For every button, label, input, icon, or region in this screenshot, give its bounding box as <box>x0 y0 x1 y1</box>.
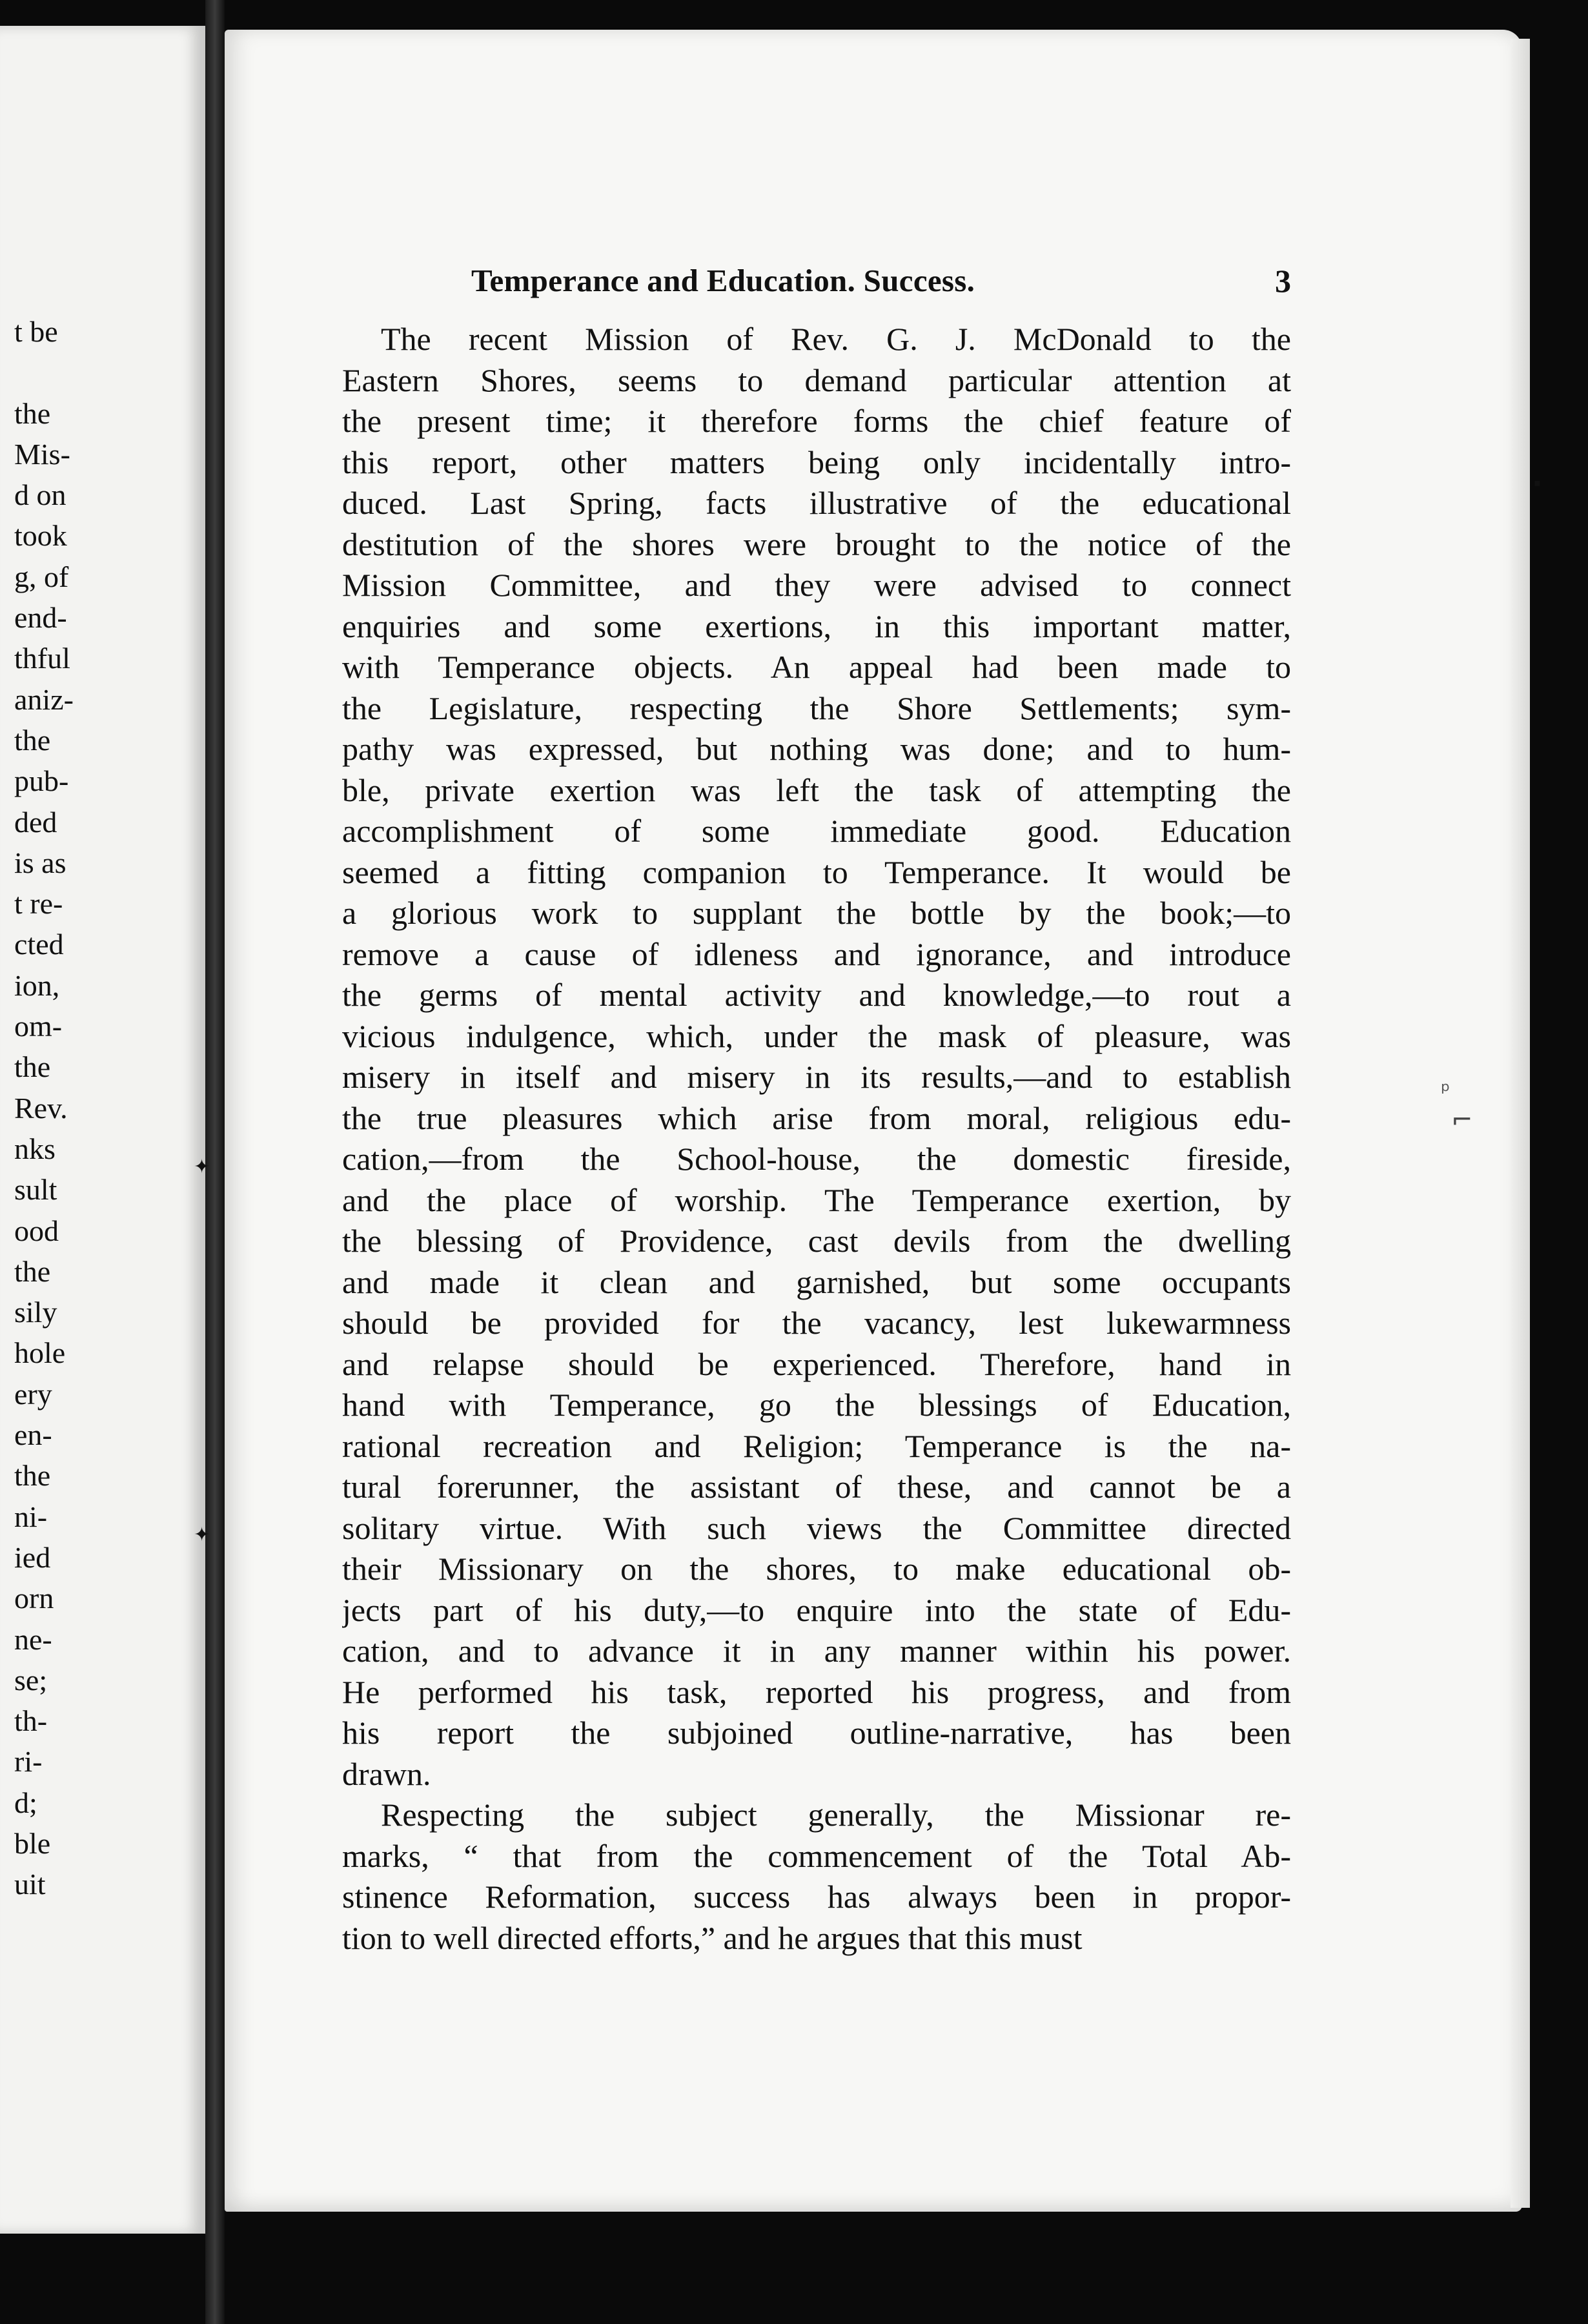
ink-speck-mark: ✦ <box>194 1156 210 1178</box>
left-page-fragment-line: Rev. <box>14 1091 68 1125</box>
left-page-fragment-line: orn <box>14 1582 54 1615</box>
running-head <box>471 255 1291 307</box>
text-line: hand with Temperance, go the blessings of Education, <box>342 1387 1291 1423</box>
text-line: his report the subjoined outline-narrative, has been <box>342 1715 1291 1751</box>
text-line: rational recreation and Religion; Temperance is the na- <box>342 1427 1291 1464</box>
left-page-fragment-line: t be <box>14 315 58 348</box>
ink-speck-mark: ⌐ <box>1451 1105 1473 1135</box>
left-page-fragment-line: ri- <box>14 1745 43 1779</box>
text-line: seemed a fitting companion to Temperance. It would be <box>342 853 1291 890</box>
text-line: tural forerunner, the assistant of these, and cannot be a <box>342 1469 1291 1505</box>
left-page-fragment-line: ion, <box>14 968 60 1002</box>
left-page-fragment-line: cted <box>14 928 64 961</box>
text-line: the germs of mental activity and knowledge,—to rout a <box>342 977 1291 1013</box>
left-page-fragment-line <box>12 352 205 392</box>
left-page <box>0 26 208 2234</box>
text-line: Mission Committee, and they were advised to connect <box>342 567 1291 603</box>
body-text <box>342 319 1291 1959</box>
text-line: and made it clean and garnished, but some occupants <box>342 1263 1291 1300</box>
left-page-fragment-line: the <box>14 396 51 430</box>
left-page-fragment-line: the <box>14 1254 51 1288</box>
running-head-title: Temperance and Education. Success. <box>471 263 975 298</box>
ink-speck-mark: ▪ <box>1534 476 1541 489</box>
text-line: the blessing of Providence, cast devils from the dwelling <box>342 1223 1291 1259</box>
left-page-fragment-line: nks <box>14 1132 56 1165</box>
text-line: should be provided for the vacancy, lest lukewarmness <box>342 1305 1291 1341</box>
left-page-fragment-line: se; <box>14 1663 48 1697</box>
left-page-fragment-line: ded <box>14 805 57 839</box>
text-line: He performed his task, reported his progress, and from <box>342 1673 1291 1710</box>
page-edge <box>1511 39 1530 2208</box>
text-line: pathy was expressed, but nothing was done; and to hum- <box>342 731 1291 767</box>
text-line: tion to well directed efforts,” and he argues that this must <box>342 1919 1083 1956</box>
left-page-fragment-line: the <box>14 1050 51 1084</box>
left-page-fragment-line: aniz- <box>14 682 74 716</box>
text-line: enquiries and some exertions, in this important matter, <box>342 607 1291 644</box>
left-page-fragment-line: pub- <box>14 764 69 798</box>
left-page-fragment-line: en- <box>14 1418 52 1452</box>
left-page-fragment-line: ble <box>14 1826 51 1860</box>
left-page-fragment-line: th- <box>14 1704 48 1738</box>
text-line: solitary virtue. With such views the Committee directed <box>342 1509 1291 1546</box>
left-page-fragment-line: ni- <box>14 1500 48 1533</box>
text-line: duced. Last Spring, facts illustrative of the educational <box>342 485 1291 521</box>
left-page-text-fragments <box>12 311 205 1905</box>
text-line: The recent Mission of Rev. G. J. McDonald to the <box>381 321 1291 357</box>
text-line: the Legislature, respecting the Shore Settlements; sym- <box>342 689 1291 726</box>
left-page-fragment-line: is as <box>14 846 66 879</box>
left-page-fragment-line: t re- <box>14 887 63 921</box>
text-line: cation,—from the School-house, the domestic fireside, <box>342 1141 1291 1177</box>
ink-speck-mark: ᵖ <box>1441 1078 1451 1104</box>
text-line: marks, “ that from the commencement of the Total Ab- <box>342 1837 1291 1874</box>
left-page-fragment-line: sult <box>14 1173 57 1207</box>
page-number: 3 <box>1275 263 1291 299</box>
text-line: destitution of the shores were brought to the notice of the <box>342 525 1291 562</box>
left-page-fragment-line: took <box>14 519 67 553</box>
text-line: stinence Reformation, success has always been in propor- <box>342 1879 1291 1915</box>
text-line: cation, and to advance it in any manner within his power. <box>342 1633 1291 1669</box>
text-line: the true pleasures which arise from moral, religious edu- <box>342 1099 1291 1136</box>
left-page-fragment-line: d; <box>14 1786 37 1819</box>
left-page-fragment-line: Mis- <box>14 437 70 471</box>
left-page-fragment-line: uit <box>14 1868 46 1901</box>
text-line: the present time; it therefore forms the chief feature of <box>342 403 1291 439</box>
left-page-fragment-line: ne- <box>14 1622 52 1656</box>
text-line: drawn. <box>342 1755 431 1792</box>
text-line: their Missionary on the shores, to make educational ob- <box>342 1551 1291 1587</box>
left-page-fragment-line: the <box>14 1459 51 1493</box>
ink-speck-mark: ✦ <box>194 1524 210 1546</box>
text-line: with Temperance objects. An appeal had been made to <box>342 649 1291 685</box>
text-line: accomplishment of some immediate good. Education <box>342 813 1291 849</box>
text-line: ble, private exertion was left the task of attempting the <box>342 771 1291 808</box>
left-page-fragment-line: ery <box>14 1377 52 1411</box>
text-line: and relapse should be experienced. Therefore, hand in <box>342 1345 1291 1382</box>
text-line: jects part of his duty,—to enquire into the state of Edu- <box>342 1591 1291 1628</box>
left-page-fragment-line: d on <box>14 478 66 512</box>
text-line: vicious indulgence, which, under the mask of pleasure, was <box>342 1017 1291 1054</box>
left-page-fragment-line: sily <box>14 1296 57 1329</box>
text-line: a glorious work to supplant the bottle by the book;—to <box>342 895 1291 931</box>
text-line: and the place of worship. The Temperance exertion, by <box>342 1181 1291 1218</box>
left-page-fragment-line: thful <box>14 642 70 675</box>
text-line: Eastern Shores, seems to demand particular attention at <box>342 362 1291 398</box>
left-page-fragment-line: g, of <box>14 560 69 593</box>
text-line: remove a cause of idleness and ignorance, and introduce <box>342 935 1291 972</box>
text-line: misery in itself and misery in its results,—and to establish <box>342 1059 1291 1095</box>
left-page-fragment-line: hole <box>14 1336 66 1370</box>
left-page-fragment-line: om- <box>14 1010 63 1043</box>
left-page-fragment-line: ood <box>14 1214 59 1247</box>
text-line: Respecting the subject generally, the Missionar re- <box>381 1797 1291 1833</box>
left-page-fragment-line: the <box>14 723 51 757</box>
left-page-fragment-line: ied <box>14 1540 51 1574</box>
text-line: this report, other matters being only incidentally intro- <box>342 443 1291 480</box>
left-page-fragment-line: end- <box>14 601 67 635</box>
